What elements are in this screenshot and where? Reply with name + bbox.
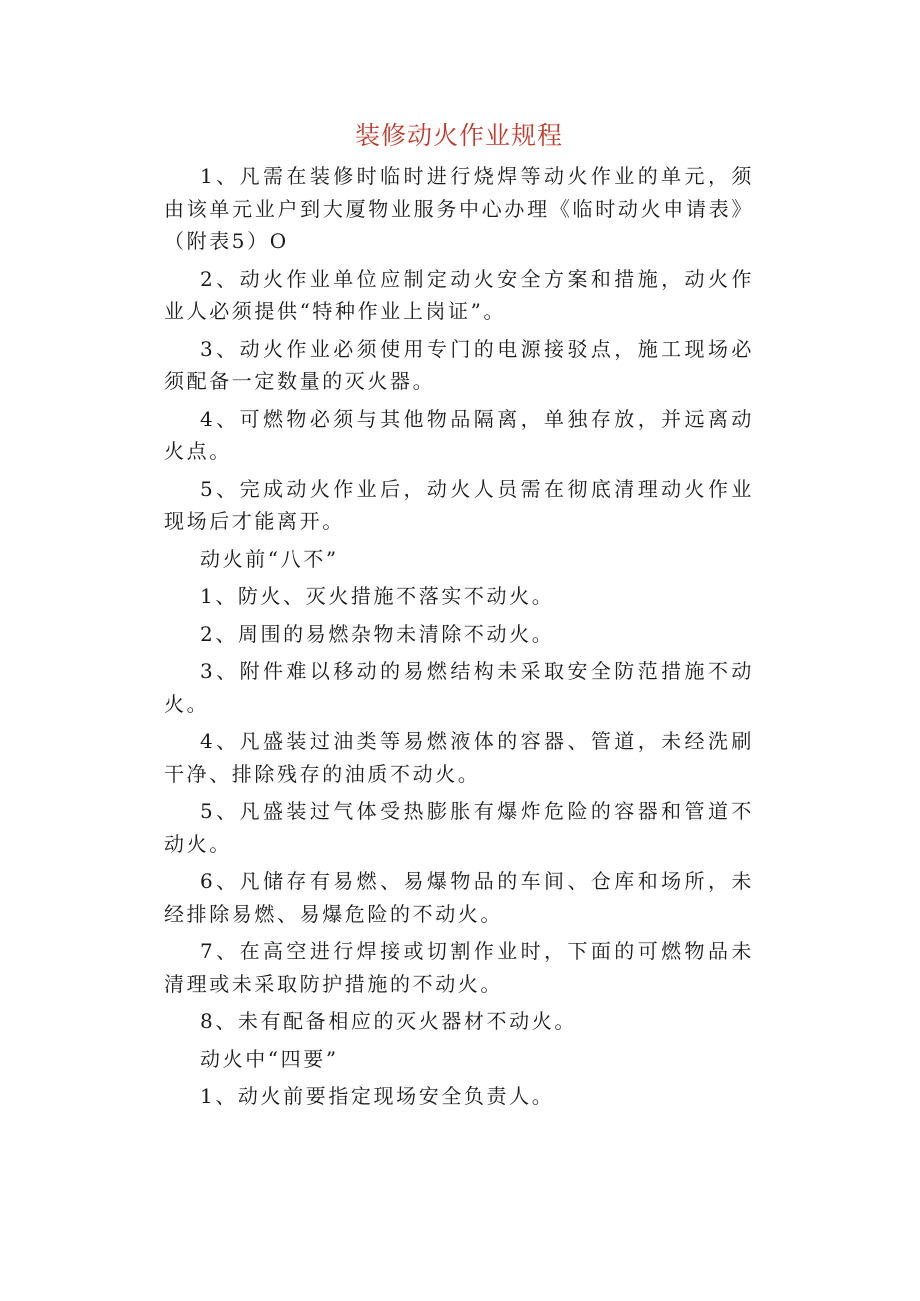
section-heading-four-musts: 动火中“四要” <box>200 1046 339 1071</box>
paragraph-rule-4: 4、可燃物必须与其他物品隔离，单独存放，并远离动火点。 <box>164 406 754 463</box>
eight-nots-item-2: 2、周围的易燃杂物未清除不动火。 <box>200 621 555 646</box>
paragraph-rule-1: 1、凡需在装修时临时进行烧焊等动火作业的单元，须由该单元业户到大厦物业服务中心办理《临时动火申请表》（附表5）O <box>164 164 754 253</box>
eight-nots-item-7: 7、在高空进行焊接或切割作业时，下面的可燃物品未清理或未采取防护措施的不动火。 <box>164 939 754 996</box>
paragraph-rule-5: 5、完成动火作业后，动火人员需在彻底清理动火作业现场后才能离开。 <box>164 476 754 533</box>
paragraph-rule-2: 2、动火作业单位应制定动火安全方案和措施，动火作业人必须提供“特种作业上岗证”。 <box>164 266 754 323</box>
eight-nots-item-5: 5、凡盛装过气体受热膨胀有爆炸危险的容器和管道不动火。 <box>164 799 754 856</box>
document-page <box>164 118 754 1118</box>
paragraph-rule-3: 3、动火作业必须使用专门的电源接驳点，施工现场必须配备一定数量的灭火器。 <box>164 336 754 393</box>
document-title: 装修动火作业规程 <box>354 121 563 150</box>
eight-nots-item-3: 3、附件难以移动的易燃结构未采取安全防范措施不动火。 <box>164 659 754 716</box>
four-musts-item-1: 1、动火前要指定现场安全负责人。 <box>200 1084 555 1108</box>
eight-nots-item-8: 8、未有配备相应的灭火器材不动火。 <box>200 1009 577 1033</box>
eight-nots-item-1: 1、防火、灭火措施不落实不动火。 <box>200 584 555 608</box>
eight-nots-item-6: 6、凡储存有易燃、易爆物品的车间、仓库和场所，未经排除易燃、易爆危险的不动火。 <box>164 869 754 926</box>
eight-nots-item-4: 4、凡盛装过油类等易燃液体的容器、管道，未经洗刷干净、排除残存的油质不动火。 <box>164 729 754 786</box>
section-heading-eight-nots: 动火前“八不” <box>200 546 339 571</box>
